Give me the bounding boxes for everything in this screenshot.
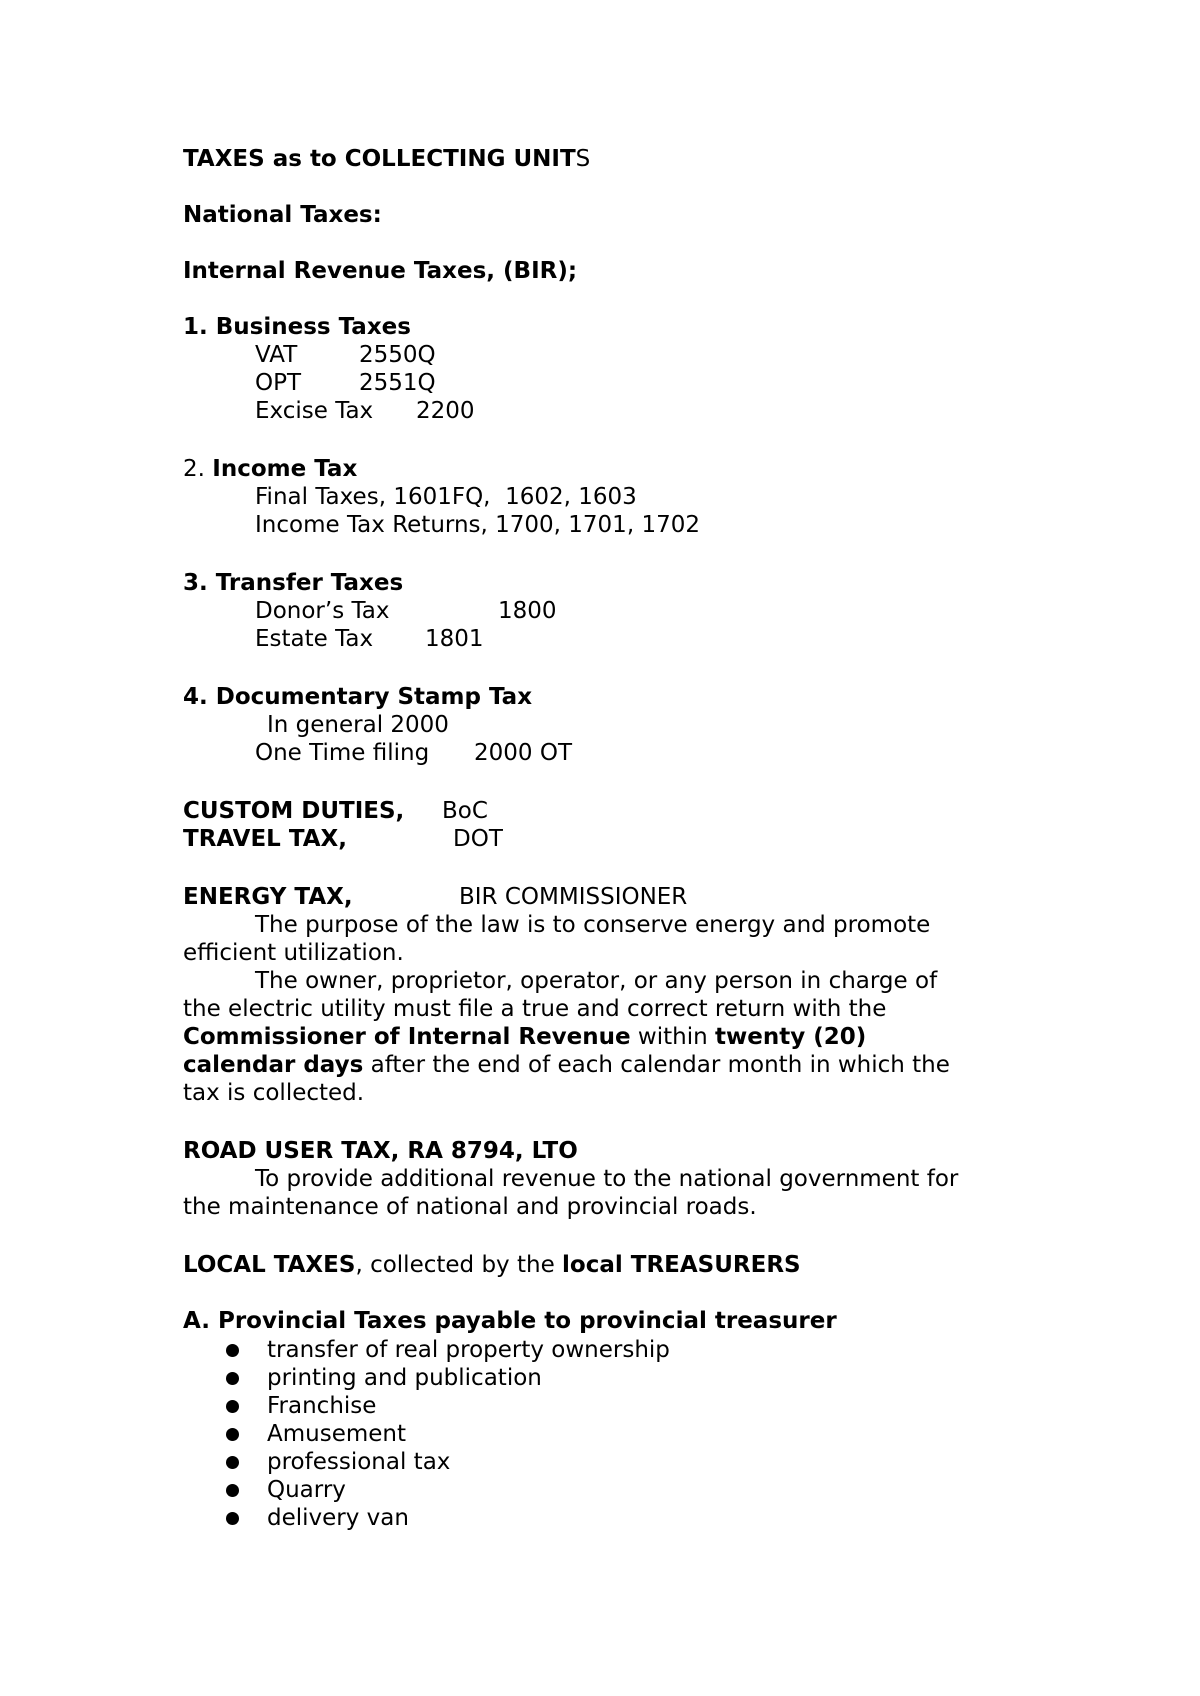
energy-owner-line1: The owner, proprietor, operator, or any person in charge of [255,968,938,994]
bullet-icon [226,1428,239,1441]
dst-one-time-form: 2000 OT [474,740,572,766]
opt-form: 2551Q [359,370,436,396]
excise-tax-label: Excise Tax [255,398,374,424]
income-tax-returns-line: Income Tax Returns, 1700, 1701, 1702 [255,512,700,538]
bullet-icon [226,1344,239,1357]
road-user-tax-heading: ROAD USER TAX, RA 8794, LTO [183,1138,578,1164]
local-taxes-line: LOCAL TAXES, collected by the local TREASURERS [183,1252,801,1278]
energy-owner-line4: calendar days after the end of each calendar month in which the [183,1052,950,1078]
bullet-icon [226,1456,239,1469]
energy-tax-unit: BIR COMMISSIONER [459,884,688,910]
travel-tax-unit: DOT [453,826,503,852]
excise-tax-form: 2200 [416,398,475,424]
energy-owner-line5: tax is collected. [183,1080,365,1106]
dst-heading: 4. Documentary Stamp Tax [183,684,533,710]
travel-tax-label: TRAVEL TAX, [183,826,347,852]
energy-tax-label: ENERGY TAX, [183,884,353,910]
energy-purpose-line2: efficient utilization. [183,940,404,966]
donors-tax-label: Donor’s Tax [255,598,390,624]
document-title: TAXES as to COLLECTING UNITS [183,146,591,172]
transfer-taxes-heading: 3. Transfer Taxes [183,570,404,596]
estate-tax-label: Estate Tax [255,626,374,652]
bullet-icon [226,1400,239,1413]
final-taxes-line: Final Taxes, 1601FQ, 1602, 1603 [255,484,637,510]
custom-duties-unit: BoC [442,798,488,824]
bullet-icon [226,1372,239,1385]
national-taxes-heading: National Taxes: [183,202,382,228]
donors-tax-form: 1800 [498,598,557,624]
road-user-tax-line1: To provide additional revenue to the national government for [255,1166,959,1192]
vat-form: 2550Q [359,342,436,368]
vat-label: VAT [255,342,298,368]
estate-tax-form: 1801 [425,626,484,652]
provincial-taxes-heading: A. Provincial Taxes payable to provincial treasurer [183,1308,837,1334]
custom-duties-label: CUSTOM DUTIES, [183,798,405,824]
business-taxes-heading: 1. Business Taxes [183,314,411,340]
energy-owner-line2: the electric utility must file a true and correct return with the [183,996,887,1022]
bullet-icon [226,1484,239,1497]
bullet-icon [226,1512,239,1525]
dst-general-line: In general 2000 [267,712,449,738]
dst-one-time-label: One Time filing [255,740,430,766]
energy-owner-line3: Commissioner of Internal Revenue within twenty (20) [183,1024,867,1050]
opt-label: OPT [255,370,302,396]
energy-purpose-line1: The purpose of the law is to conserve energy and promote [255,912,931,938]
document-page: TAXES as to COLLECTING UNITS National Taxes: Internal Revenue Taxes, (BIR); 1. Business Taxes VAT 2550Q OPT 2551Q Excise Tax 2200 2. Income Tax Final Taxes, 1601FQ, 1602, 1603 Income Tax Returns, 1700, 1701, 1702 3. Transfer Taxes Donor’s Tax 1800 Estate Tax 1801 4. Documentary Stamp Tax In general 2000 One Time filing 2000 OT CUSTOM DUTIES, BoC TRAVEL TAX, DOT ENERGY TAX, BIR COMMISSIONER The purpose of the law is to conserve energy and promote efficient utilization. The owner, proprietor, operator, or any person in charge of the electric utility must file a true and correct return with the Commissioner of Internal Revenue within twenty (20) calendar days after the end of each calendar month in which the tax is collected. ROAD USER TAX, RA 8794, LTO To provide additional revenue to the national government for the maintenance of national and provincial roads. LOCAL TAXES, collected by the local TREASURERS A. Provincial Taxes payable to provincial treasurer transfer of real property ownership printing and publication Franchise Amusement professional tax Quarry delivery van [183,146,959,1531]
internal-revenue-heading: Internal Revenue Taxes, (BIR); [183,258,578,284]
income-tax-heading: 2. Income Tax [183,456,358,482]
road-user-tax-line2: the maintenance of national and provincial roads. [183,1194,757,1220]
